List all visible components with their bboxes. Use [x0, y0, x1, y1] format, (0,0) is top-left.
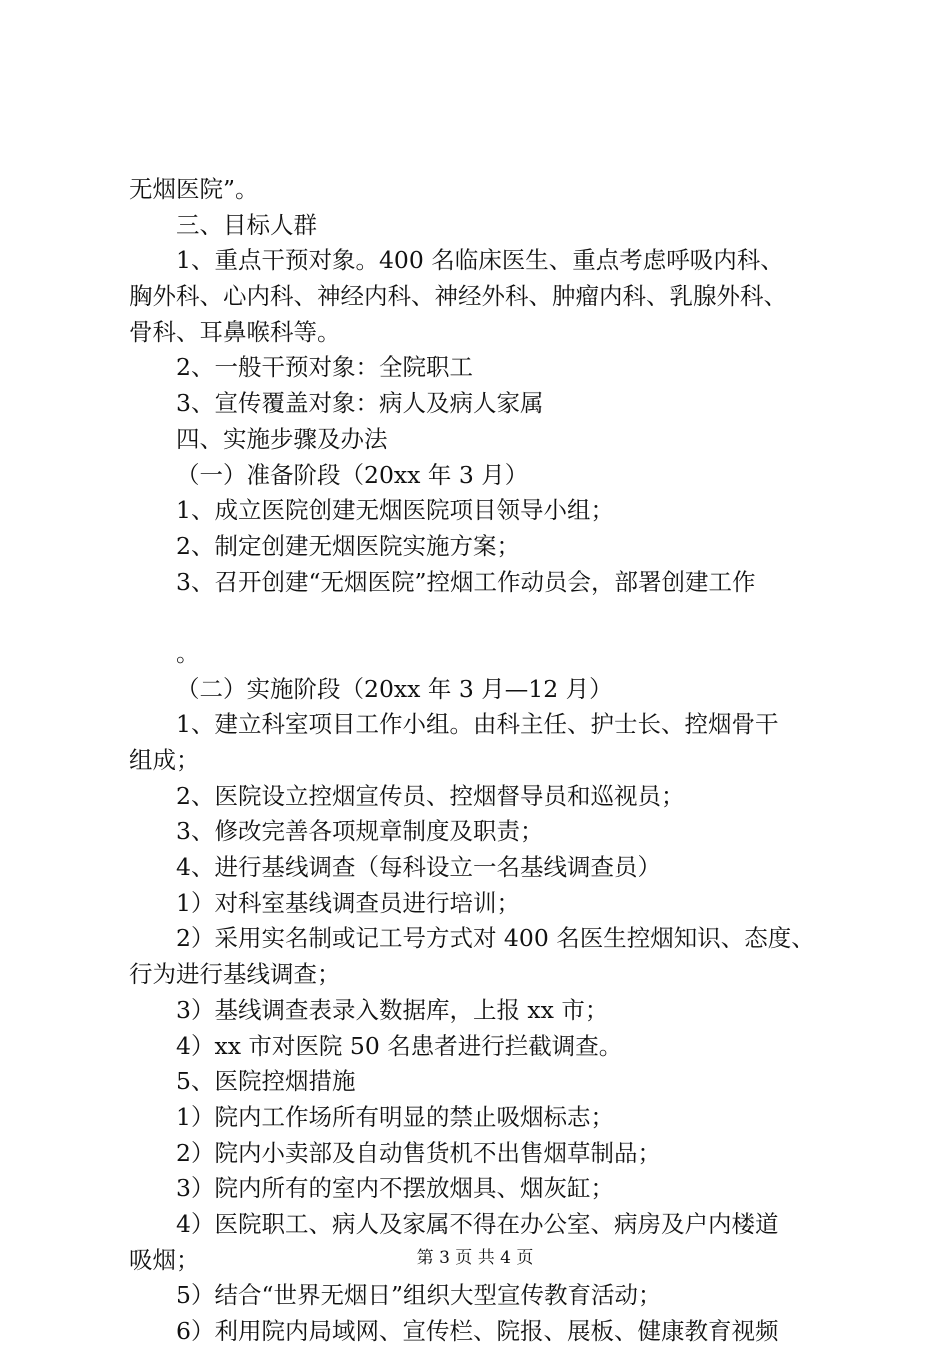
document-body — [129, 172, 859, 1350]
text-line: 。 — [176, 638, 200, 667]
text-line: 吸烟； — [129, 1245, 200, 1274]
text-line: 5）结合“世界无烟日”组织大型宣传教育活动； — [176, 1281, 662, 1310]
text-line: 2）院内小卖部及自动售货机不出售烟草制品； — [176, 1138, 661, 1167]
blank-line — [129, 600, 859, 636]
text-line: 1）院内工作场所有明显的禁止吸烟标志； — [176, 1102, 614, 1131]
text-line: 1、重点干预对象。400 名临床医生、重点考虑呼吸内科、 — [176, 246, 784, 275]
text-line: 2、一般干预对象：全院职工 — [176, 353, 473, 382]
text-line: 3）院内所有的室内不摆放烟具、烟灰缸； — [176, 1174, 614, 1203]
text-line: 2、制定创建无烟医院实施方案； — [176, 531, 520, 560]
text-line: 1、成立医院创建无烟医院项目领导小组； — [176, 496, 614, 525]
text-line: 4）xx 市对医院 50 名患者进行拦截调查。 — [176, 1031, 623, 1060]
text-line: 2、医院设立控烟宣传员、控烟督导员和巡视员； — [176, 781, 685, 810]
text-line: 3）基线调查表录入数据库，上报 xx 市； — [176, 995, 609, 1024]
text-line: 组成； — [129, 746, 200, 774]
text-line: 无烟医院”。 — [129, 175, 259, 203]
subsection-heading: （二）实施阶段（20xx 年 3 月—12 月） — [176, 674, 613, 703]
section-heading: 四、实施步骤及办法 — [176, 424, 388, 453]
text-line: 4）医院职工、病人及家属不得在办公室、病房及户内楼道 — [176, 1209, 779, 1238]
text-line: 4、进行基线调查（每科设立一名基线调查员） — [176, 853, 661, 882]
text-line: 1）对科室基线调查员进行培训； — [176, 888, 520, 917]
text-line: 骨科、耳鼻喉科等。 — [129, 317, 341, 346]
page-footer: 第 3 页 共 4 页 — [416, 1248, 534, 1268]
text-line: 3、宣传覆盖对象：病人及病人家属 — [176, 389, 544, 418]
text-line: 3、修改完善各项规章制度及职责； — [176, 817, 544, 846]
text-line: 2）采用实名制或记工号方式对 400 名医生控烟知识、态度、 — [176, 924, 815, 953]
text-line: 6）利用院内局域网、宣传栏、院报、展板、健康教育视频 — [176, 1317, 779, 1345]
text-line: 行为进行基线调查； — [129, 960, 341, 989]
text-line: 3、召开创建“无烟医院”控烟工作动员会，部署创建工作 — [176, 567, 756, 596]
text-line: 1、建立科室项目工作小组。由科主任、护士长、控烟骨干 — [176, 710, 779, 739]
subsection-heading: （一）准备阶段（20xx 年 3 月） — [176, 460, 529, 489]
text-line: 胸外科、心内科、神经内科、神经外科、肿瘤内科、乳腺外科、 — [129, 282, 787, 311]
text-line: 5、医院控烟措施 — [176, 1067, 356, 1096]
section-heading: 三、目标人群 — [176, 210, 317, 239]
